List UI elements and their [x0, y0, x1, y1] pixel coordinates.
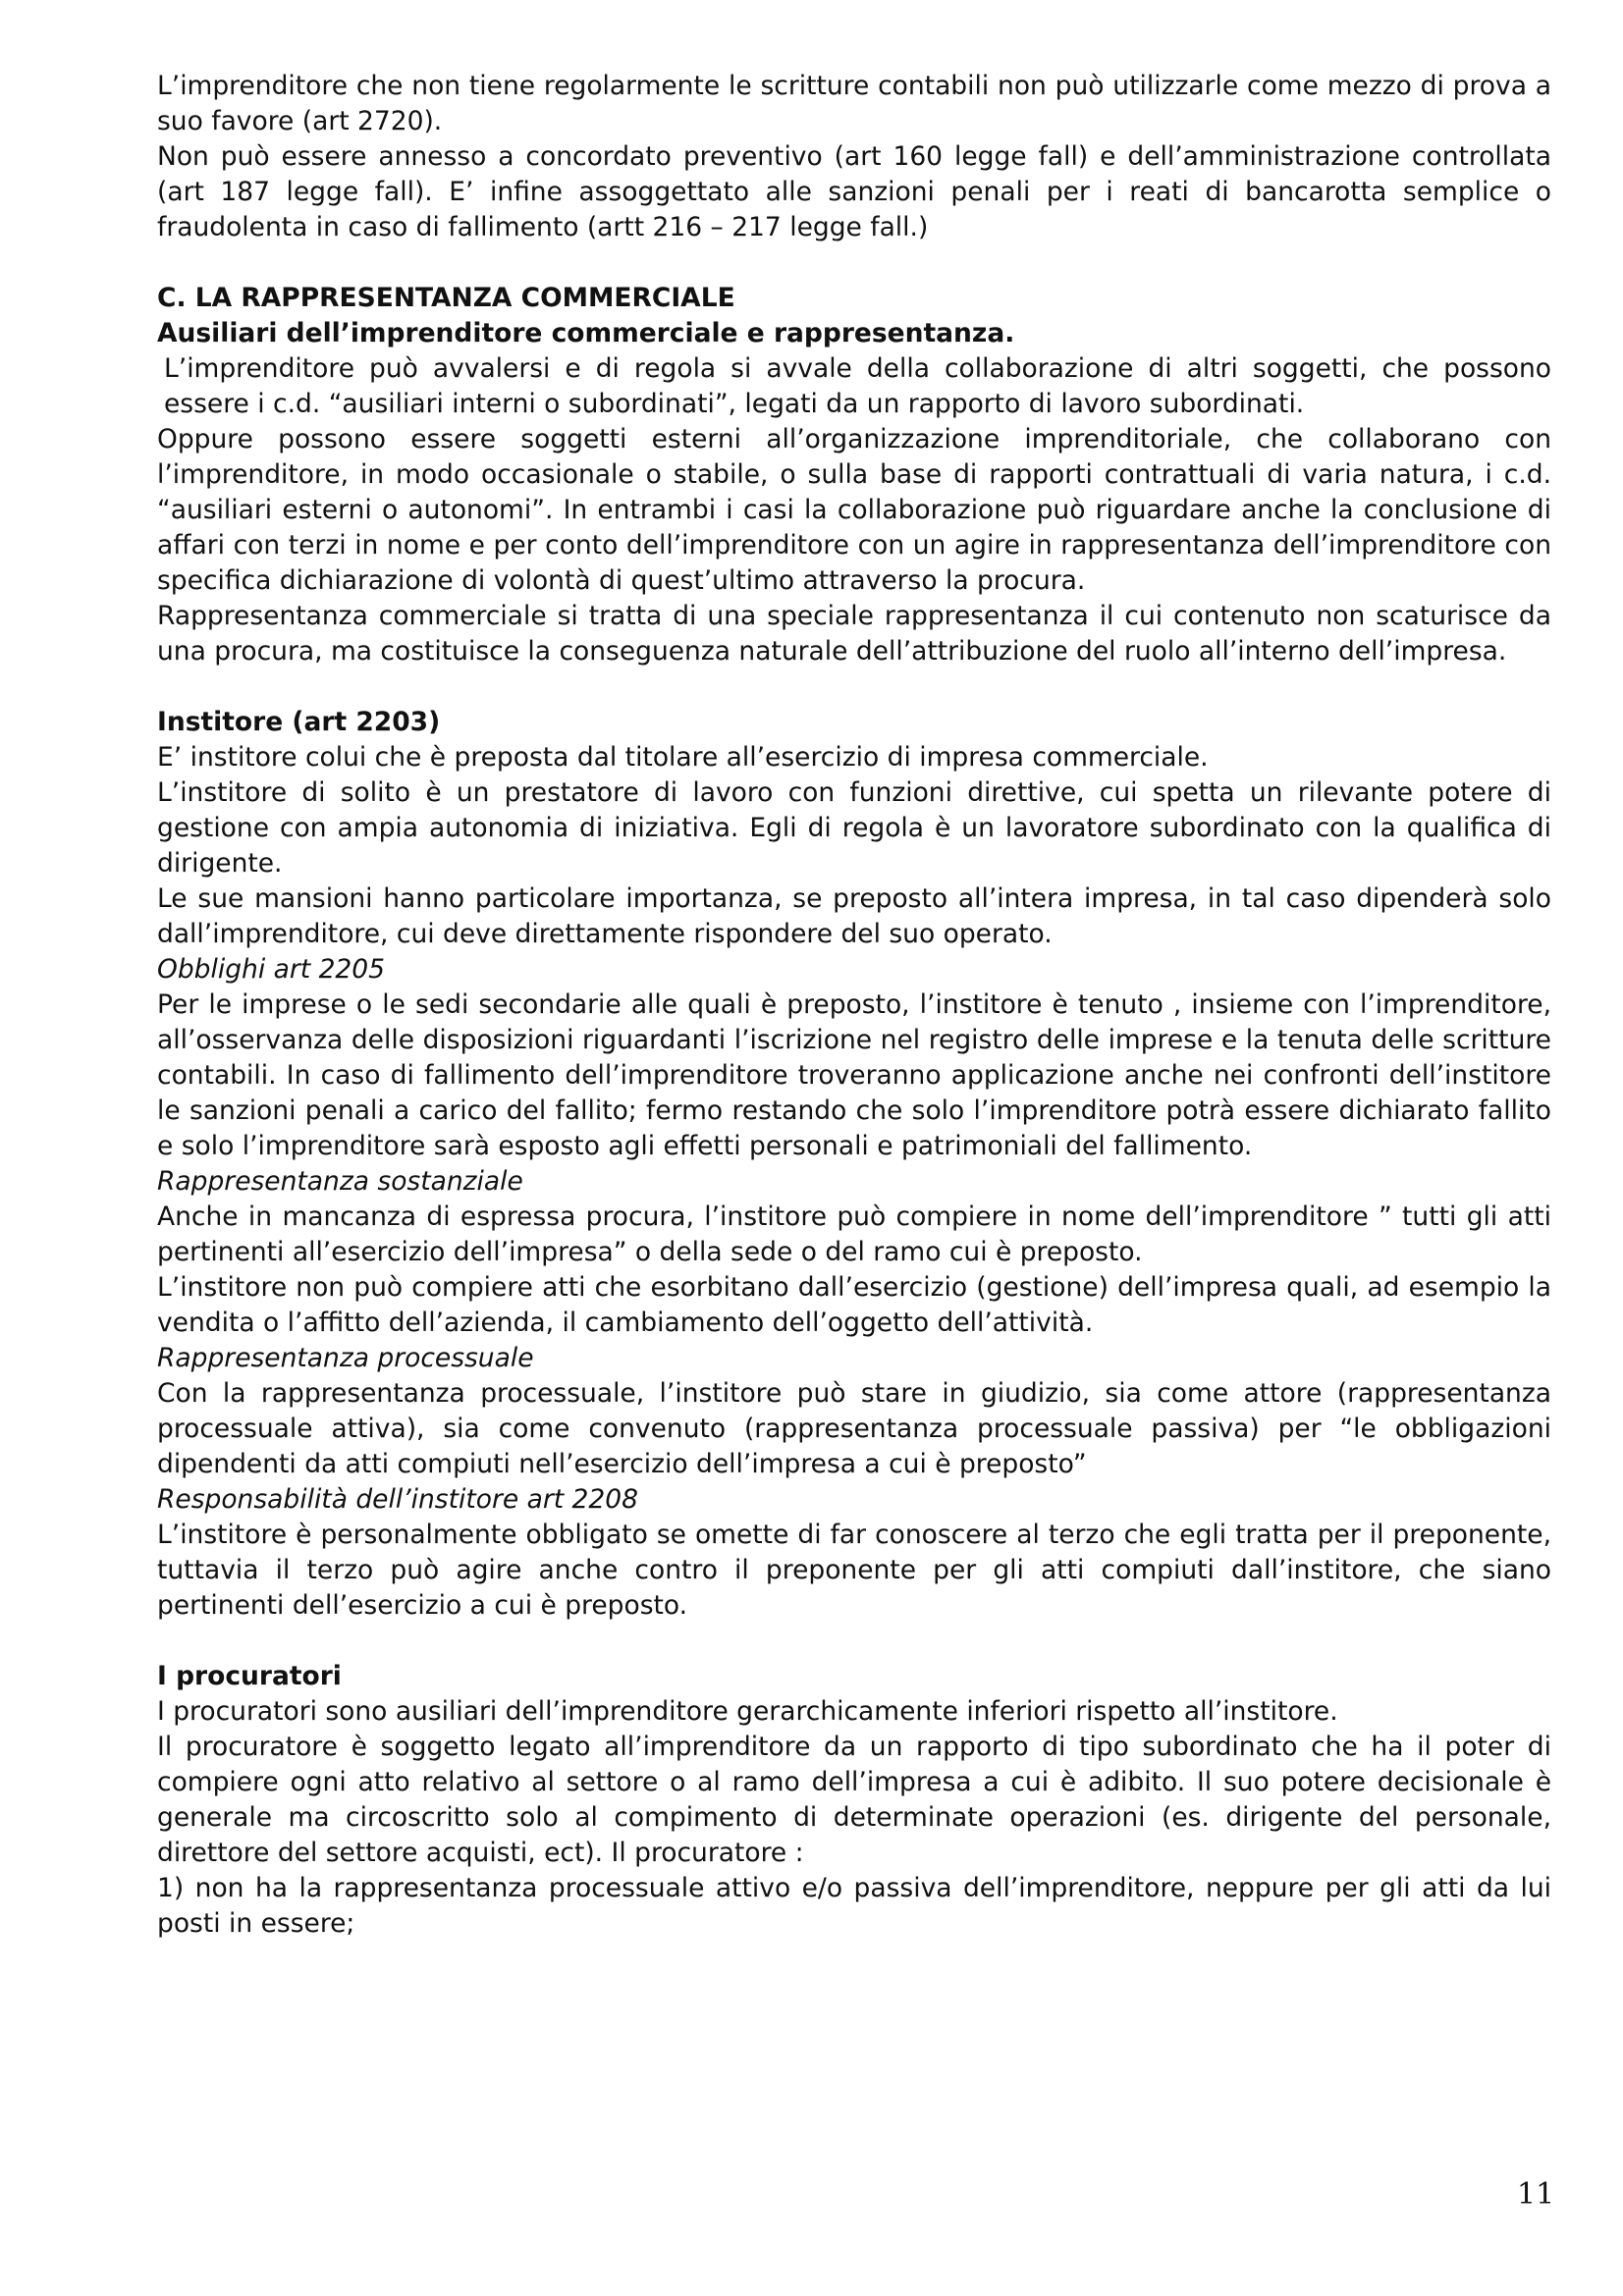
paragraph: Oppure possono essere soggetti esterni all’organizzazione imprenditoriale, che collaborano con l’imprenditore, in modo occasionale o stabile, o sulla base di rapporti contrattuali di varia natura, i c.d. “ausiliari esterni o autonomi”. In entrambi i casi la collaborazione può riguardare anche la conclusione di affari con terzi in nome e per conto dell’imprenditore con un agire in rappresentanza dell’imprenditore con specifica dichiarazione di volontà di quest’ultimo attraverso la procura.: [157, 424, 1551, 596]
paragraph: L’imprenditore può avvalersi e di regola si avvale della collaborazione di altri soggetti, che possono essere i c.d. “ausiliari interni o subordinati”, legati da un rapporto di lavoro subordinati.: [164, 353, 1551, 419]
italic-subheading: Rappresentanza sostanziale: [157, 1166, 523, 1197]
paragraph: Anche in mancanza di espressa procura, l’institore può compiere in nome dell’imprenditore ” tutti gli atti pertinenti all’esercizio dell’impresa” o della sede o del ramo cui è preposto.: [157, 1201, 1551, 1267]
paragraph: I procuratori sono ausiliari dell’imprenditore gerarchicamente inferiori rispetto all’institore.: [157, 1696, 1338, 1727]
paragraph: Le sue mansioni hanno particolare importanza, se preposto all’intera impresa, in tal caso dipenderà solo dall’imprenditore, cui deve direttamente rispondere del suo operato.: [157, 883, 1551, 949]
list-item: 1) non ha la rappresentanza processuale attivo e/o passiva dell’imprenditore, neppure per gli atti da lui posti in essere;: [157, 1873, 1551, 1939]
section-heading: Institore (art 2203): [157, 707, 441, 737]
page-number: 11: [1517, 2177, 1555, 2212]
paragraph: L’institore non può compiere atti che esorbitano dall’esercizio (gestione) dell’impresa quali, ad esempio la vendita o l’affitto dell’azienda, il cambiamento dell’oggetto dell’attività.: [157, 1272, 1551, 1338]
paragraph: L’imprenditore che non tiene regolarmente le scritture contabili non può utilizzarle come mezzo di prova a suo favore (art 2720).: [157, 71, 1551, 136]
paragraph: L’institore di solito è un prestatore di lavoro con funzioni direttive, cui spetta un rilevante potere di gestione con ampia autonomia di iniziativa. Egli di regola è un lavoratore subordinato con la qualifica di dirigente.: [157, 777, 1551, 879]
paragraph: Per le imprese o le sedi secondarie alle quali è preposto, l’institore è tenuto , insieme con l’imprenditore, all’osservanza delle disposizioni riguardanti l’iscrizione nel registro delle imprese e la tenuta delle scritture contabili. In caso di fallimento dell’imprenditore troveranno applicazione anche nei confronti dell’institore le sanzioni penali a carico del fallito; fermo restando che solo l’imprenditore potrà essere dichiarato fallito e solo l’imprenditore sarà esposto agli effetti personali e patrimoniali del fallimento.: [157, 989, 1551, 1161]
section-subheading: Ausiliari dell’imprenditore commerciale e rappresentanza.: [157, 318, 1015, 348]
section-heading: C. LA RAPPRESENTANZA COMMERCIALE: [157, 283, 735, 313]
paragraph: E’ institore colui che è preposta dal titolare all’esercizio di impresa commerciale.: [157, 742, 1209, 773]
italic-subheading: Rappresentanza processuale: [157, 1343, 534, 1373]
spacer: [157, 1624, 1551, 1659]
paragraph: Il procuratore è soggetto legato all’imprenditore da un rapporto di tipo subordinato che ha il poter di compiere ogni atto relativo al settore o al ramo dell’impresa a cui è adibito. Il suo potere decisionale è generale ma circoscritto solo al compimento di determinate operazioni (es. dirigente del personale, direttore del settore acquisti, ect). Il procuratore :: [157, 1732, 1551, 1868]
italic-subheading: Responsabilità dell’institore art 2208: [157, 1484, 638, 1515]
section-heading: I procuratori: [157, 1661, 342, 1691]
spacer: [157, 669, 1551, 705]
paragraph: L’institore è personalmente obbligato se omette di far conoscere al terzo che egli tratta per il preponente, tuttavia il terzo può agire anche contro il preponente per gli atti compiuti dall’institore, che siano pertinenti dell’esercizio a cui è preposto.: [157, 1520, 1551, 1621]
italic-subheading: Obblighi art 2205: [157, 954, 386, 985]
paragraph: Non può essere annesso a concordato preventivo (art 160 legge fall) e dell’amministrazione controllata (art 187 legge fall). E’ infine assoggettato alle sanzioni penali per i reati di bancarotta semplice o fraudolenta in caso di fallimento (artt 216 – 217 legge fall.): [157, 141, 1551, 242]
spacer: [157, 245, 1551, 281]
page-body: [157, 69, 1551, 1942]
paragraph: Con la rappresentanza processuale, l’institore può stare in giudizio, sia come attore (rappresentanza processuale attiva), sia come convenuto (rappresentanza processuale passiva) per “le obbligazioni dipendenti da atti compiuti nell’esercizio dell’impresa a cui è preposto”: [157, 1378, 1551, 1479]
paragraph: Rappresentanza commerciale si tratta di una speciale rappresentanza il cui contenuto non scaturisce da una procura, ma costituisce la conseguenza naturale dell’attribuzione del ruolo all’interno dell’impresa.: [157, 601, 1551, 667]
